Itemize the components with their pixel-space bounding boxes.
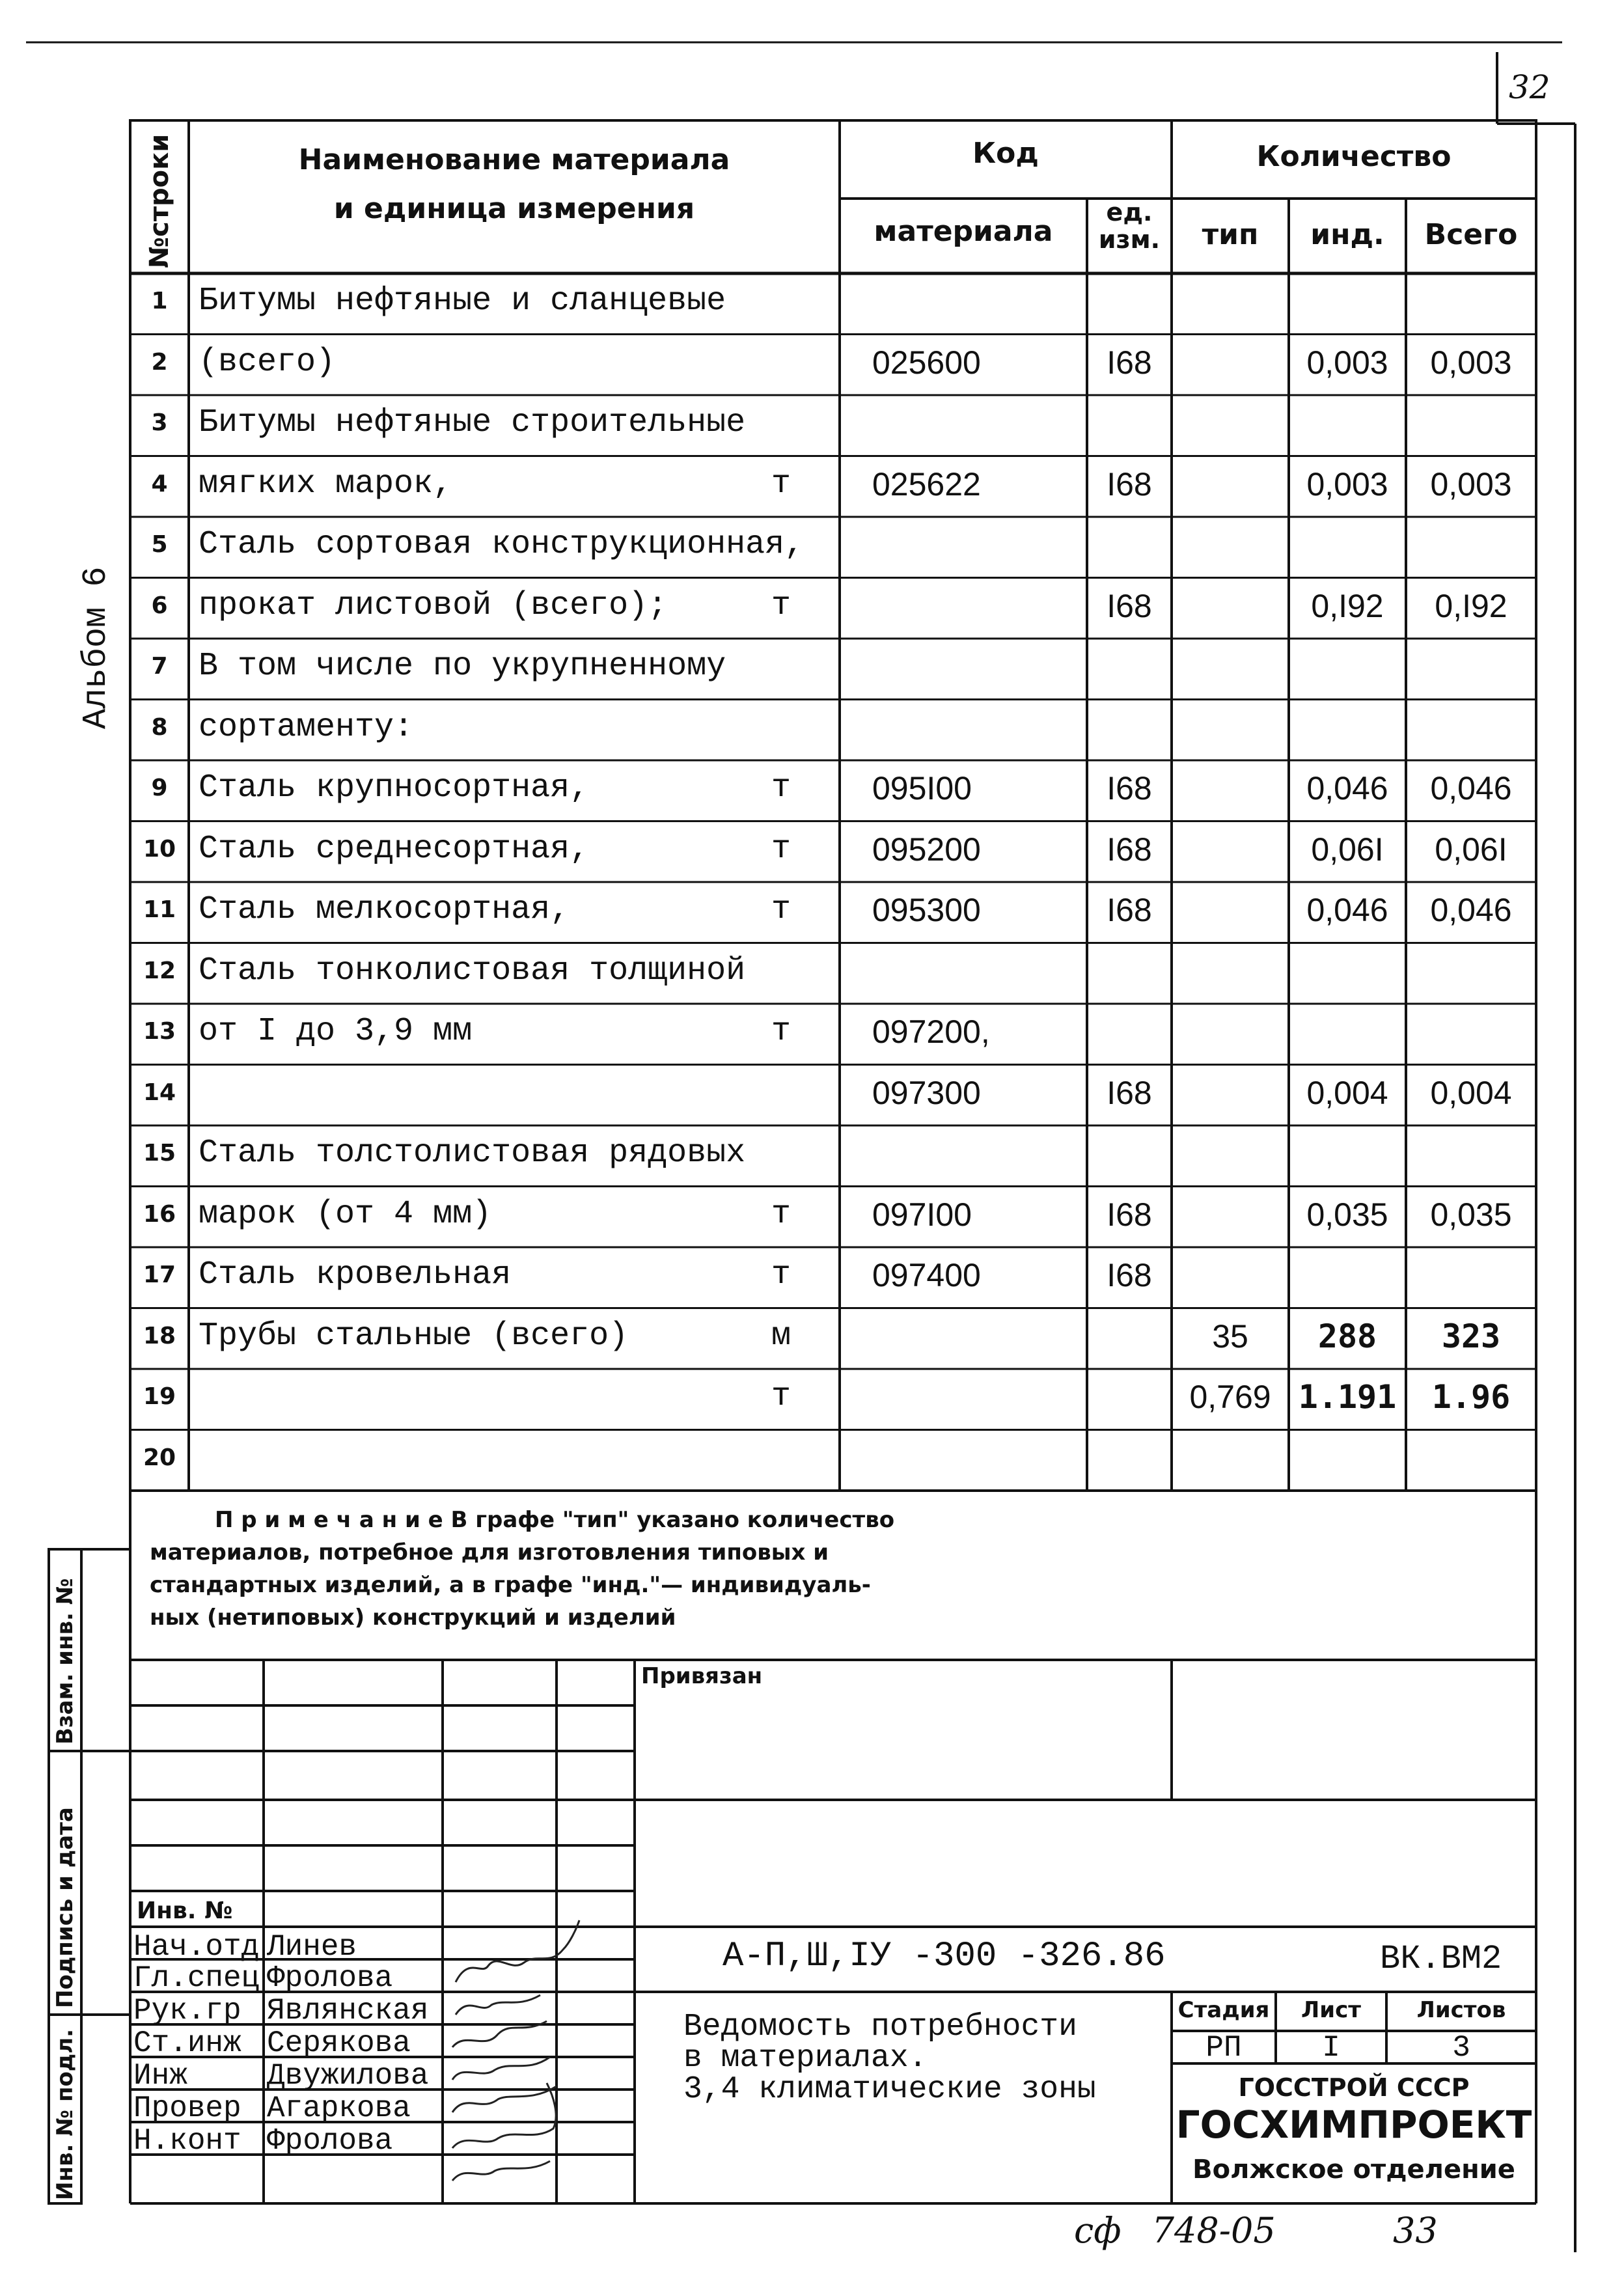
row-code: 025600 (872, 344, 981, 381)
row-name: Сталь мелкосортная, (199, 891, 570, 928)
staff-name: Линев (267, 1930, 357, 1964)
row-code: 095200 (872, 831, 981, 868)
row-number: 16 (143, 1200, 176, 1228)
row-number: 6 (151, 592, 168, 619)
row-number: 12 (143, 957, 176, 984)
row-code: 097200, (872, 1014, 990, 1050)
header-material: материала (874, 215, 1053, 248)
org-line3: Волжское отделение (1192, 2155, 1515, 2185)
row-unit-code: I68 (1107, 465, 1152, 503)
header-ind: инд. (1310, 218, 1384, 251)
row-total: 0,003 (1430, 465, 1512, 503)
row-number: 1 (151, 288, 168, 314)
row-name: Трубы стальные (всего) (199, 1317, 629, 1355)
row-typ: 35 (1212, 1317, 1248, 1355)
row-code: 097I00 (872, 1196, 972, 1233)
row-name: мягких марок, (199, 465, 453, 503)
row-unit: м (771, 1317, 791, 1355)
row-number: 19 (143, 1383, 176, 1410)
side-podpis: Подпись и дата (52, 1807, 78, 2008)
staff-name: Фролова (267, 1961, 393, 1995)
row-name: Сталь толстолистовая рядовых (199, 1135, 746, 1172)
row-total: 0,I92 (1435, 587, 1507, 624)
row-name: от I до 3,9 мм (199, 1013, 473, 1050)
row-code: 095I00 (872, 770, 972, 807)
row-unit: т (771, 1195, 791, 1233)
staff-role: Ст.инж (133, 2026, 241, 2060)
sheets-value: 3 (1452, 2031, 1470, 2065)
footer-handwritten: сф 748-05 (1074, 2210, 1276, 2251)
row-ind: 0,035 (1306, 1196, 1388, 1233)
row-number: 8 (151, 713, 168, 741)
row-total: 0,003 (1430, 344, 1512, 381)
footer-number: 33 (1393, 2210, 1438, 2251)
row-total: 0,004 (1430, 1074, 1512, 1111)
side-inv-podl: Инв. № подл. (52, 2028, 78, 2200)
note-line: ных (нетиповых) конструкций и изделий (150, 1605, 676, 1631)
staff-role: Провер (133, 2091, 241, 2125)
row-unit-code: I68 (1107, 587, 1152, 624)
staff-name: Являнская (267, 1994, 429, 2028)
row-number: 14 (143, 1079, 176, 1106)
row-unit: т (771, 830, 791, 868)
row-number: 20 (143, 1444, 176, 1471)
header-name-line2: и единица измерения (333, 192, 695, 225)
row-name: марок (от 4 мм) (199, 1195, 492, 1233)
staff-role: Н.конт (133, 2124, 241, 2158)
row-name: Сталь среднесортная, (199, 830, 590, 868)
header-code: Код (972, 137, 1039, 170)
row-number: 4 (151, 470, 168, 497)
row-name: Сталь тонколистовая толщиной (199, 952, 746, 989)
row-number: 15 (143, 1140, 176, 1166)
row-total: 0,046 (1430, 892, 1512, 928)
row-number: 9 (151, 775, 168, 801)
row-ind: 0,003 (1306, 465, 1388, 503)
staff-role: Гл.спец (133, 1961, 260, 1995)
staff-role: Нач.отд (133, 1930, 260, 1964)
org-line1: ГОССТРОЙ СССР (1238, 2073, 1470, 2102)
row-number: 5 (151, 531, 168, 558)
sheet-label: Лист (1301, 1997, 1361, 2023)
album-label: Альбом 6 (77, 566, 115, 729)
row-unit-code: I68 (1107, 1257, 1152, 1293)
row-unit-code: I68 (1107, 831, 1152, 868)
header-row-no: №строки (145, 133, 174, 268)
row-unit: т (771, 769, 791, 807)
row-name: Битумы нефтяные строительные (199, 404, 746, 441)
row-number: 7 (151, 653, 168, 680)
row-number: 13 (143, 1018, 176, 1045)
row-unit: т (771, 465, 791, 503)
row-unit-code: I68 (1107, 770, 1152, 807)
stage-label: Стадия (1177, 1997, 1270, 2023)
inv-no-label: Инв. № (137, 1897, 233, 1924)
row-number: 17 (143, 1262, 176, 1288)
row-ind: 1.191 (1298, 1378, 1397, 1416)
doc-title-line: Ведомость потребности (683, 2009, 1077, 2045)
row-ind: 0,046 (1306, 892, 1388, 928)
org-line2: ГОСХИМПРОЕКТ (1176, 2103, 1532, 2147)
doc-title (683, 2011, 1096, 2105)
privyazan-label: Привязан (641, 1663, 763, 1689)
row-unit: т (771, 1013, 791, 1050)
row-unit-code: I68 (1107, 344, 1152, 381)
row-unit: т (771, 1378, 791, 1415)
row-unit-code: I68 (1107, 1196, 1152, 1233)
header-name-line1: Наименование материала (298, 143, 730, 176)
header-unit (1087, 199, 1172, 253)
page-number: 32 (1509, 68, 1550, 106)
doc-code: А-П,Ш,IУ -300 -326.86 (723, 1937, 1166, 1976)
row-total: 323 (1441, 1317, 1501, 1355)
stage-value: РП (1205, 2031, 1242, 2065)
staff-name: Серякова (267, 2026, 411, 2060)
row-name: В том числе по укрупненному (199, 648, 726, 685)
row-name: Сталь крупносортная, (199, 769, 590, 807)
row-ind: 0,046 (1306, 770, 1388, 807)
doc-title-line: 3,4 климатические зоны (683, 2072, 1096, 2107)
row-number: 3 (151, 409, 168, 436)
row-typ: 0,769 (1189, 1379, 1271, 1415)
header-unit-line2: изм. (1098, 225, 1161, 254)
doc-title-line: в материалах. (683, 2041, 928, 2076)
row-unit-code: I68 (1107, 1074, 1152, 1111)
staff-name: Агаркова (267, 2091, 411, 2125)
row-unit-code: I68 (1107, 892, 1152, 928)
staff-role: Рук.гр (133, 1994, 241, 2028)
row-code: 097400 (872, 1257, 981, 1293)
row-name: (всего) (199, 343, 336, 381)
row-number: 18 (143, 1322, 176, 1349)
row-number: 11 (143, 896, 176, 923)
sheets-label: Листов (1416, 1997, 1506, 2023)
row-code: 025622 (872, 465, 981, 503)
note-block (150, 1504, 996, 1634)
header-total: Всего (1424, 218, 1518, 251)
header-unit-line1: ед. (1106, 198, 1153, 227)
row-ind: 288 (1317, 1317, 1377, 1355)
row-unit: т (771, 891, 791, 928)
row-name: прокат листовой (всего); (199, 586, 668, 624)
row-code: 095300 (872, 892, 981, 928)
header-typ: тип (1202, 218, 1259, 251)
staff-name: Двужилова (267, 2059, 429, 2093)
note-line: стандартных изделий, а в графе "инд."— индивидуаль- (150, 1572, 871, 1598)
row-name: сортаменту: (199, 708, 414, 746)
doc-mark: ВК.ВМ2 (1380, 1940, 1502, 1978)
row-number: 10 (143, 835, 176, 862)
side-vzam: Взам. инв. № (52, 1578, 78, 1745)
row-total: 0,046 (1430, 770, 1512, 807)
row-ind: 0,I92 (1311, 587, 1384, 624)
row-name: Сталь кровельная (199, 1256, 512, 1293)
row-ind: 0,004 (1306, 1074, 1388, 1111)
note-line: материалов, потребное для изготовления типовых и (150, 1539, 829, 1566)
row-unit: т (771, 586, 791, 624)
staff-role: Инж (133, 2059, 187, 2093)
staff-name: Фролова (267, 2124, 393, 2158)
row-total: 0,06I (1435, 831, 1507, 868)
row-ind: 0,06I (1311, 831, 1384, 868)
row-ind: 0,003 (1306, 344, 1388, 381)
row-total: 0,035 (1430, 1196, 1512, 1233)
sheet-value: I (1322, 2031, 1340, 2065)
row-name: Сталь сортовая конструкционная, (199, 526, 805, 563)
note-line: П р и м е ч а н и е В графе "тип" указано количество (215, 1507, 895, 1533)
row-number: 2 (151, 348, 168, 376)
row-code: 097300 (872, 1074, 981, 1111)
row-unit: т (771, 1256, 791, 1293)
row-name: Битумы нефтяные и сланцевые (199, 283, 726, 320)
row-total: 1.96 (1431, 1378, 1511, 1416)
header-quantity: Количество (1256, 140, 1452, 173)
